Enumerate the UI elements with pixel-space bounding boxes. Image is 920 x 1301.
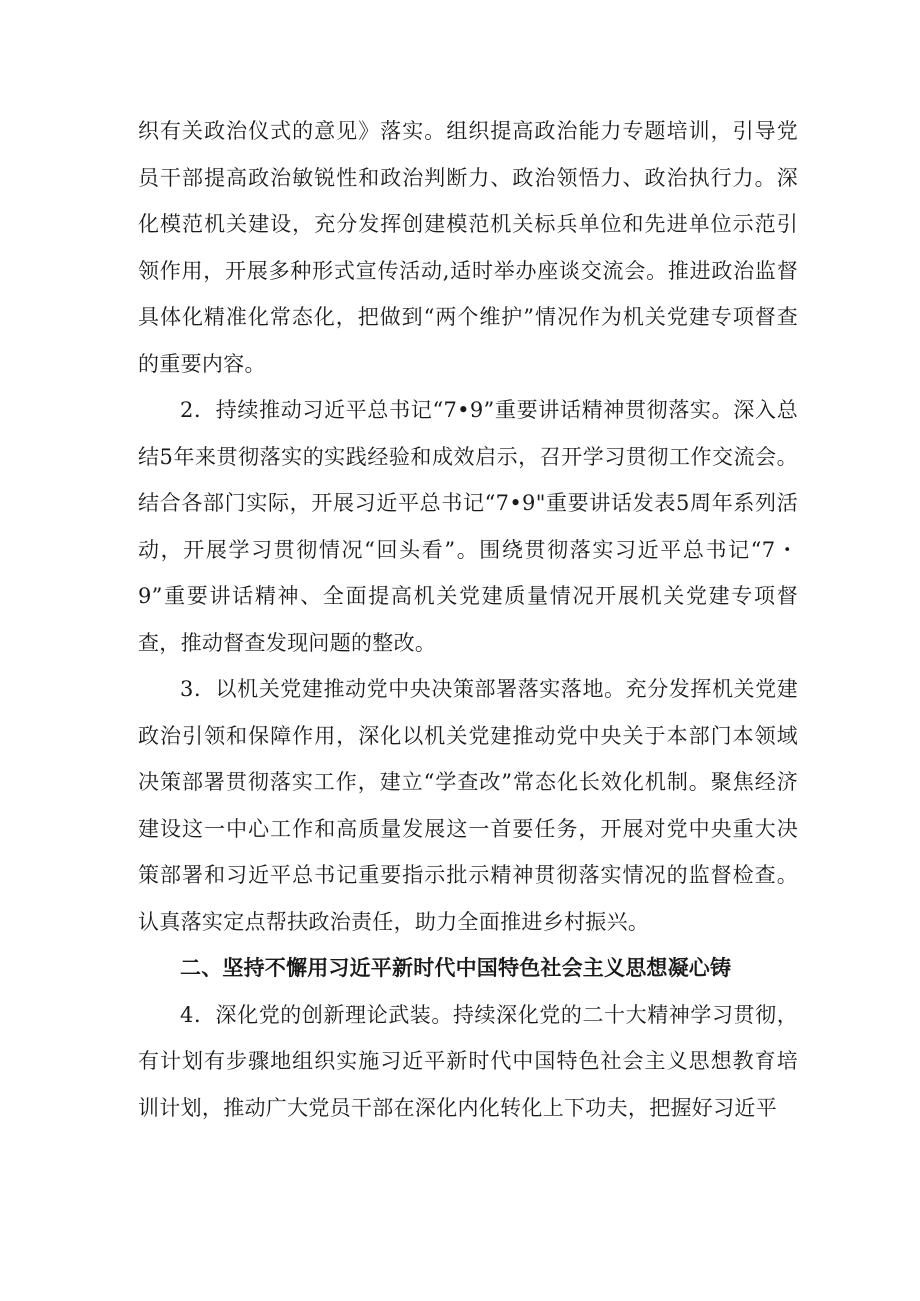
document-body bbox=[138, 108, 798, 1131]
paragraph-continuation: 织有关政治仪式的意见》落实。组织提高政治能力专题培训，引导党员干部提高政治敏锐性和政治判断力、政治领悟力、政治执行力。深化模范机关建设，充分发挥创建模范机关标兵单位和先进单位示范引领作用，开展多种形式宣传活动,适时举办座谈交流会。推进政治监督具体化精准化常态化，把做到“两个维护”情况作为机关党建专项督查的重要内容。 bbox=[138, 119, 798, 376]
section-heading: 二、坚持不懈用习近平新时代中国特色社会主义思想凝心铸 bbox=[180, 956, 732, 980]
paragraph-item-2: 2．持续推动习近平总书记“7•9”重要讲话精神贯彻落实。深入总结5年来贯彻落实的实践经验和成效启示，召开学习贯彻工作交流会。结合各部门实际，开展习近平总书记“7•9"重要讲话发表5周年系列活动，开展学习贯彻情况“回头看”。围绕贯彻落实习近平总书记“7・9”重要讲话精神、全面提高机关党建质量情况开展机关党建专项督查，推动督查发现问题的整改。 bbox=[138, 398, 798, 655]
paragraph-item-4: 4．深化党的创新理论武装。持续深化党的二十大精神学习贯彻，有计划有步骤地组织实施习近平新时代中国特色社会主义思想教育培训计划，推动广大党员干部在深化内化转化上下功夫，把握好习近平 bbox=[138, 1002, 798, 1120]
paragraph-item-3: 3．以机关党建推动党中央决策部署落实落地。充分发挥机关党建政治引领和保障作用，深化以机关党建推动党中央关于本部门本领域决策部署贯彻落实工作，建立“学查改”常态化长效化机制。聚焦经济建设这一中心工作和高质量发展这一首要任务，开展对党中央重大决策部署和习近平总书记重要指示批示精神贯彻落实情况的监督检查。认真落实定点帮扶政治责任，助力全面推进乡村振兴。 bbox=[138, 677, 798, 934]
